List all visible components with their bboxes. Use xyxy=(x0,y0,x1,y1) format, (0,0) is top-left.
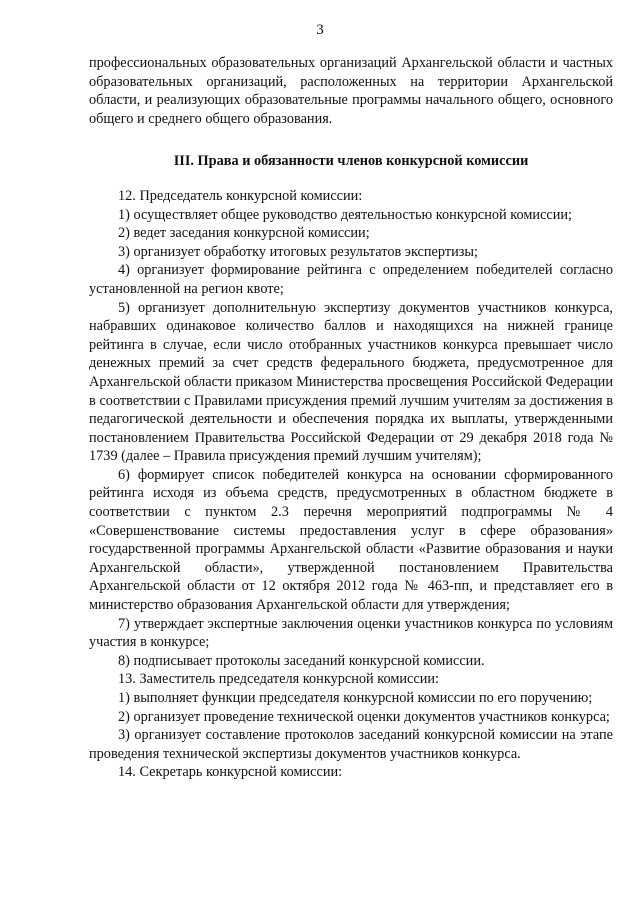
paragraph-13-item-3: 3) организует составление протоколов заседаний конкурсной комиссии на этапе проведения технической экспертизы документов участников конкурса. xyxy=(89,727,613,762)
paragraph-14-title: 14. Секретарь конкурсной комиссии: xyxy=(118,764,343,781)
document-body xyxy=(89,54,613,782)
paragraph-13-title: 13. Заместитель председателя конкурсной комиссии: xyxy=(118,671,439,688)
paragraph-12-item-5: 5) организует дополнительную экспертизу документов участников конкурса, набравших одинаковое количество баллов и находящихся на нижней границе рейтинга в случае, если число отобранных участников конкурса превышает число денежных премий за счет средств федерального бюджета, предусмотренное для Архангельской области приказом Министерства просвещения Российской Федерации в соответствии с Правилами присуждения премий лучшим учителям за достижения в педагогической деятельности и обеспечения порядка их выплаты, утвержденными постановлением Правительства Российской Федерации от 29 декабря 2018 года № 1739 (далее – Правила присуждения премий лучшим учителям); xyxy=(89,299,613,465)
paragraph-12-item-8: 8) подписывает протоколы заседаний конкурсной комиссии. xyxy=(118,652,485,669)
paragraph-12-title: 12. Председатель конкурсной комиссии: xyxy=(118,187,363,204)
paragraph-13-item-2: 2) организует проведение технической оценки документов участников конкурса; xyxy=(118,708,610,725)
paragraph-13-item-1: 1) выполняет функции председателя конкурсной комиссии по его поручению; xyxy=(118,690,593,706)
paragraph-12-item-3: 3) организует обработку итоговых результатов экспертизы; xyxy=(118,243,478,260)
page-number: 3 xyxy=(316,22,324,38)
paragraph-12-item-2: 2) ведет заседания конкурсной комиссии; xyxy=(118,225,370,242)
paragraph-12-item-1: 1) осуществляет общее руководство деятельностью конкурсной комиссии; xyxy=(118,206,573,223)
paragraph-12-item-7: 7) утверждает экспертные заключения оценки участников конкурса по условиям участия в конкурсе; xyxy=(89,615,613,651)
paragraph-intro-continuation: профессиональных образовательных организаций Архангельской области и частных образовательных организаций, расположенных на территории Архангельской области, и реализующих образовательные программы начального общего, основного общего и среднего общего образования. xyxy=(89,55,613,127)
section-heading: III. Права и обязанности членов конкурсной комиссии xyxy=(173,153,529,170)
paragraph-12-item-4: 4) организует формирование рейтинга с определением победителей согласно установленной на регион квоте; xyxy=(89,262,613,297)
paragraph-12-item-6: 6) формирует список победителей конкурса на основании сформированного рейтинга исходя из объема средств, предусмотренных в областном бюджете в соответствии с пунктом 2.3 перечня мероприятий подпрограммы № 4 «Совершенствование системы предоставления услуг в сфере образования» государственной программы Архангельской области «Развитие образования и науки Архангельской области», утвержденной постановлением Правительства Архангельской области от 12 октября 2012 года № 463-пп, и представляет его в министерство образования Архангельской области для утверждения; xyxy=(89,466,613,614)
